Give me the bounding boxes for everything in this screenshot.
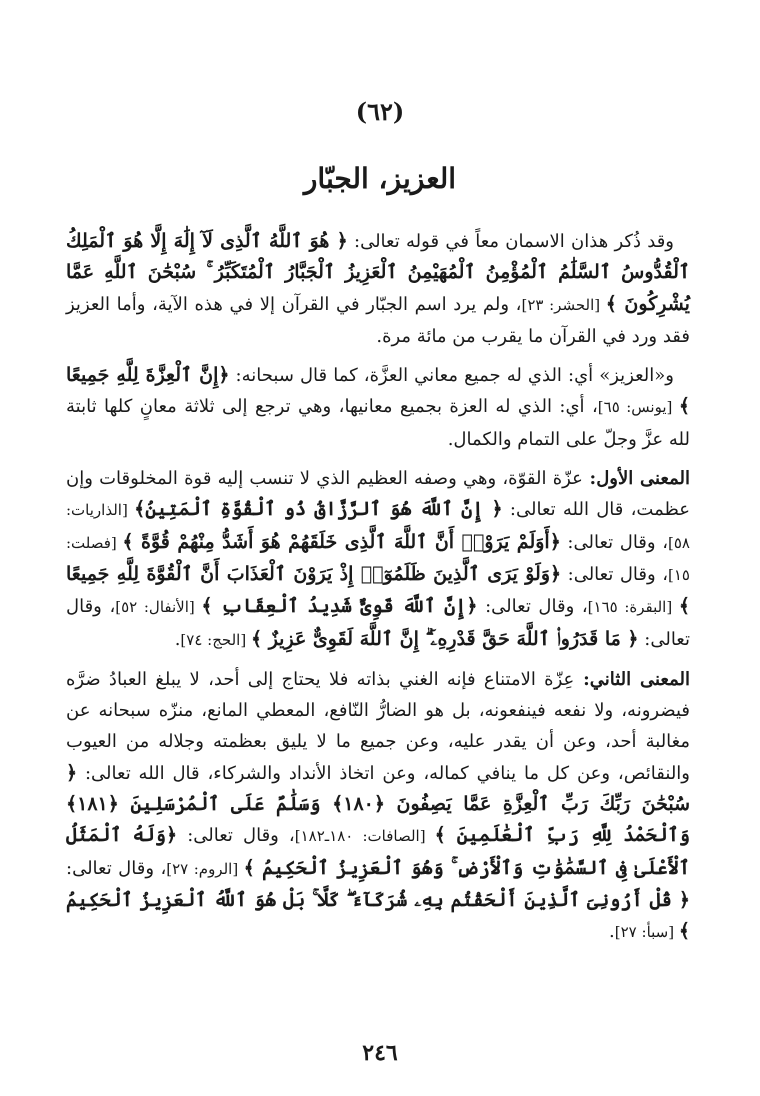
verse-reference: [الحشر: ٢٣] xyxy=(521,295,606,314)
text-run: ، وقال تعالى: xyxy=(177,825,295,847)
quran-verse: ﴿ هُوَ ٱللَّهُ ٱلَّذِى لَآ إِلَٰهَ إِلَّا هُوَ ٱلْمَلِكُ ٱلْقُدُّوسُ ٱلسَّلَٰمُ ٱلْمُؤْمِنُ ٱلْمُهَيْمِنُ ٱلْعَزِيزُ ٱلْجَبَّارُ ٱلْمُتَكَبِّرُ ۚ سُبْحَٰنَ ٱللَّهِ عَمَّا يُشْرِكُونَ ﴾ xyxy=(66,230,690,315)
chapter-number: (٦٢) xyxy=(355,97,405,126)
chapter-title: العزيز، الجبّار xyxy=(303,162,457,195)
text-run: عزّة القوّة، وهي وصفه العظيم الذي لا تنسب إليه قوة المخلوقات وإن عظمت، قال الله تعالى: xyxy=(66,468,691,521)
verse-reference: [الروم: ٢٧] xyxy=(166,859,244,878)
paragraph-first-meaning xyxy=(66,463,690,656)
paragraph-intro xyxy=(66,226,690,352)
text-run: ، وقال تعالى: xyxy=(66,596,690,650)
quran-verse: ﴿أَوَلَمْ يَرَوْا۟ أَنَّ ٱللَّهَ ٱلَّذِى خَلَقَهُمْ هُوَ أَشَدُّ مِنْهُمْ قُوَّةً ﴾ xyxy=(122,530,561,553)
page-number: ٢٤٦ xyxy=(362,1040,398,1066)
quran-verse: ﴿وَلَهُ ٱلْمَثَلُ ٱلْأَعْلَىٰ فِى ٱلسَّمَٰوَٰتِ وَٱلْأَرْضِ ۚ وَهُوَ ٱلْعَزِيزُ ٱلْحَكِيمُ ﴾ xyxy=(66,824,691,879)
text-run: ، وقال تعالى: xyxy=(66,857,167,879)
text-run: ، وقال تعالى: xyxy=(561,563,669,585)
quran-verse: ﴿ سُبْحَٰنَ رَبِّكَ رَبِّ ٱلْعِزَّةِ عَمَّا يَصِفُونَ ﴿١٨٠﴾ وَسَلَٰمٌ عَلَى ٱلْمُرْسَلِينَ ﴿١٨١﴾ وَٱلْحَمْدُ لِلَّهِ رَبِّ ٱلْعَٰلَمِينَ ﴾ xyxy=(66,761,691,847)
verse-reference: [الأنفال: ٥٢] xyxy=(115,598,202,617)
text-run: عِزّة الامتناع فإنه الغني بذاته فلا يحتاج إلى أحد، لا يبلغ العبادُ ضرَّه فيضرونه، ولا نفعه فينفعونه، بل هو الضارُّ النّافع، المعطي المانع، منزّه سبحانه عن مغالبة أحد، وعن أن يقدر عليه، وعن جميع ما لا يليق بعظمته وجلاله من العيوب والنقائص، وعن كل ما ينافي كماله، وعن اتخاذ الأنداد والشركاء، قال الله تعالى: xyxy=(66,668,690,784)
paragraph-second-meaning xyxy=(66,664,690,949)
quran-verse: ﴿إِنَّ ٱلْعِزَّةَ لِلَّهِ جَمِيعًا ﴾ xyxy=(66,364,690,418)
verse-reference: [سبأ: ٢٧] xyxy=(614,923,679,942)
quran-verse: ﴿إِنَّ ٱللَّهَ قَوِىٌّ شَدِيدُ ٱلْعِقَابِ ﴾ xyxy=(201,595,478,618)
verse-reference: [الذاريات: ٥٨] xyxy=(66,501,690,552)
meaning-heading: المعنى الثاني: xyxy=(574,668,690,690)
meaning-heading: المعنى الأول: xyxy=(582,468,690,490)
text-run: ، ولم يرد اسم الجبّار في القرآن إلا في هذه الآية، وأما العزيز فقد ورد في القرآن ما يقرب من مائة مرة. xyxy=(66,293,690,347)
quran-verse: ﴿وَلَوْ يَرَى ٱلَّذِينَ ظَلَمُوٓا۟ إِذْ يَرَوْنَ ٱلْعَذَابَ أَنَّ ٱلْقُوَّةَ لِلَّهِ جَمِيعًا ﴾ xyxy=(66,562,690,618)
text-run: ، أي: الذي له العزة بجميع معانيها، وهي ترجع إلى ثلاثة معانٍ كلها ثابتة لله عزَّ وجلّ على التمام والكمال. xyxy=(66,396,690,450)
text-run: . xyxy=(174,628,181,650)
quran-verse: ﴿ قُلْ أَرُونِىَ ٱلَّذِينَ أَلْحَقْتُم بِهِۦ شُرَكَآءَ ۖ كَلَّا ۚ بَلْ هُوَ ٱللَّهُ ٱلْعَزِيزُ ٱلْحَكِيمُ ﴾ xyxy=(66,888,690,943)
body-text xyxy=(66,226,690,957)
text-run: . xyxy=(609,921,615,943)
verse-reference: [البقرة: ١٦٥] xyxy=(587,598,679,617)
verse-reference: [يونس: ٦٥] xyxy=(597,398,679,417)
text-run: و«العزيز» أي: الذي له جميع معاني العزَّة، كما قال سبحانه: xyxy=(229,365,674,387)
text-run: وقد ذُكر هذان الاسمان معاً في قوله تعالى: xyxy=(347,231,674,252)
quran-verse: ﴿ مَا قَدَرُوا۟ ٱللَّهَ حَقَّ قَدْرِهِۦٓ ۗ إِنَّ ٱللَّهَ لَقَوِىٌّ عَزِيزٌ ﴾ xyxy=(250,627,639,650)
verse-reference: [الصافات: ١٨٠ـ١٨٢] xyxy=(294,827,435,846)
quran-verse: ﴿ إِنَّ ٱللَّهَ هُوَ ٱلرَّزَّاقُ ذُو ٱلْقُوَّةِ ٱلْمَتِينُ﴾ xyxy=(134,498,503,521)
text-run: ، وقال تعالى: xyxy=(477,596,588,618)
verse-reference: [الحج: ٧٤] xyxy=(180,630,251,649)
paragraph-definition xyxy=(66,360,690,455)
verse-reference: [فصلت: ١٥] xyxy=(66,533,690,584)
text-run: ، وقال تعالى: xyxy=(560,531,669,553)
